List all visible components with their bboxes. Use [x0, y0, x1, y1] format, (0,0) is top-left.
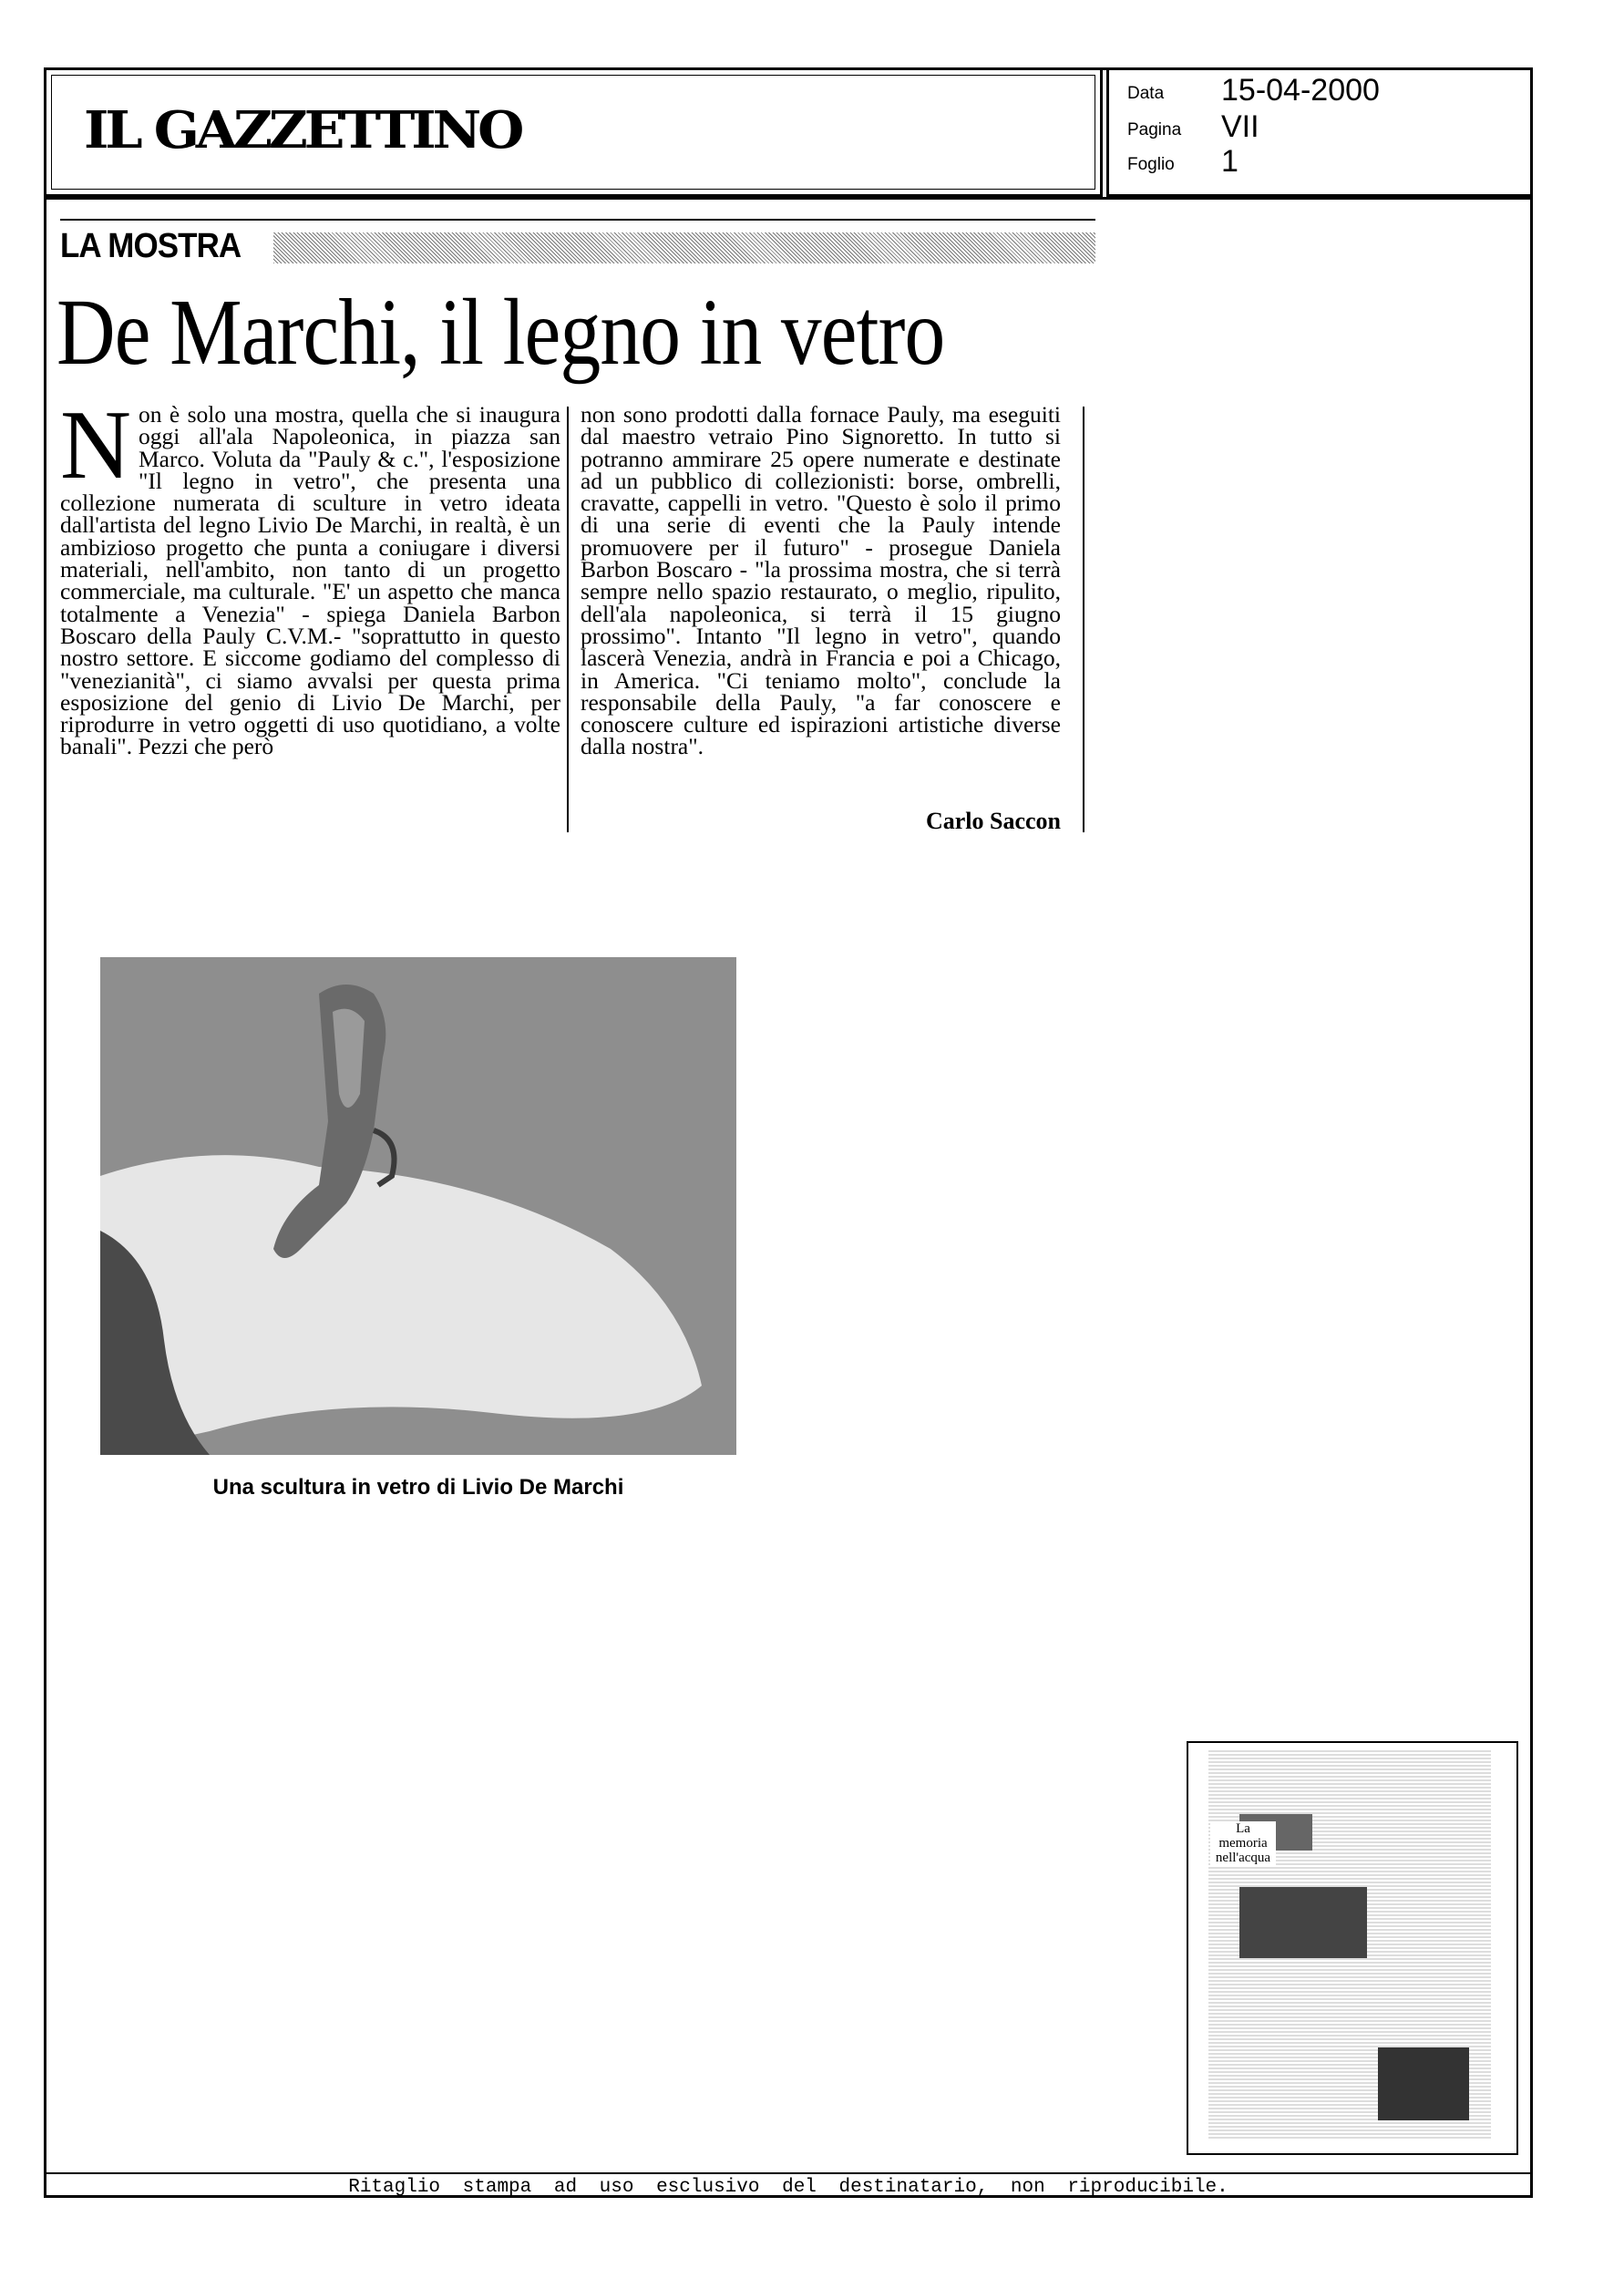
thumbnail-headline: La memoria nell'acqua: [1210, 1821, 1276, 1865]
meta-label-page: Pagina: [1127, 120, 1182, 139]
drop-cap: N: [60, 391, 131, 500]
article-byline: Carlo Saccon: [925, 808, 1061, 834]
meta-value-sheet: 1: [1221, 144, 1239, 179]
newspaper-logo: IL GAZZETTINO: [84, 100, 521, 160]
glass-sculpture-photo: [100, 957, 736, 1455]
header-divider: [44, 197, 1533, 204]
article-column-1: [60, 391, 560, 760]
footer-notice: Ritaglio stampa ad uso esclusivo del destinatario, non riproducibile.: [348, 2177, 1228, 2198]
meta-value-page: VII: [1221, 109, 1259, 144]
article-kicker: LA MOSTRA: [60, 227, 242, 265]
footer-rule: [44, 2172, 1533, 2174]
photo-caption: Una scultura in vetro di Livio De Marchi: [212, 1475, 624, 1500]
glass-boot-image: [100, 957, 736, 1455]
meta-value-date: 15-04-2000: [1221, 73, 1380, 108]
meta-label-date: Data: [1127, 84, 1165, 103]
article-column-1-text: on è solo una mostra, quella che si inaugura oggi all'ala Napoleonica, in piazza san Marco. Voluta da "Pauly & c.", l'esposizione "Il legno in vetro", che presenta una collezione numerata di sculture in vetro ideata dall'artista del legno Livio De Marchi, in realtà, è un ambizioso progetto che punta a coniugare i diversi materiali, nell'ambito, non tanto di un progetto commerciale, ma culturale. "E' un aspetto che manca totalmente a Venezia" - spiega Daniela Barbon Boscaro della Pauly C.V.M.- "soprattutto in questo nostro settore. E siccome godiamo del complesso di "venezianità", ci siamo avvalsi per questa prima esposizione del genio di Livio De Marchi, per riprodurre in vetro oggetti di uso quotidiano, a volte banali". Pezzi che però: [60, 401, 560, 760]
kicker-rule: [60, 219, 1095, 221]
kicker-pattern-bar: [273, 232, 1095, 263]
column-rule: [1083, 407, 1084, 832]
thumbnail-page-preview: [1208, 1750, 1491, 2139]
column-rule: [567, 407, 569, 832]
meta-label-sheet: Foglio: [1127, 155, 1175, 174]
article-headline: De Marchi, il legno in vetro: [57, 280, 945, 385]
article-column-2: non sono prodotti dalla fornace Pauly, ma eseguiti dal maestro vetraio Pino Signoretto. In tutto si potranno ammirare 25 opere numerate e destinate ad un pubblico di collezionisti: borse, ombrelli, cravatte, cappelli in vetro. "Questo è solo il primo di una serie di eventi che la Pauly intende promuovere per il futuro" - prosegue Daniela Barbon Boscaro - "la prossima mostra, che si terrà sempre nello spazio restaurato, o meglio, ripulito, dell'ala napoleonica, si terrà il 15 giugno prossimo". Intanto "Il legno in vetro", quando lascerà Venezia, andrà in Francia e poi a Chicago, in America. "Ci teniamo molto", conclude la responsabile della Pauly, "a far conoscere e conoscere culture ed ispirazioni artistiche diverse dalla nostra".: [581, 401, 1061, 760]
